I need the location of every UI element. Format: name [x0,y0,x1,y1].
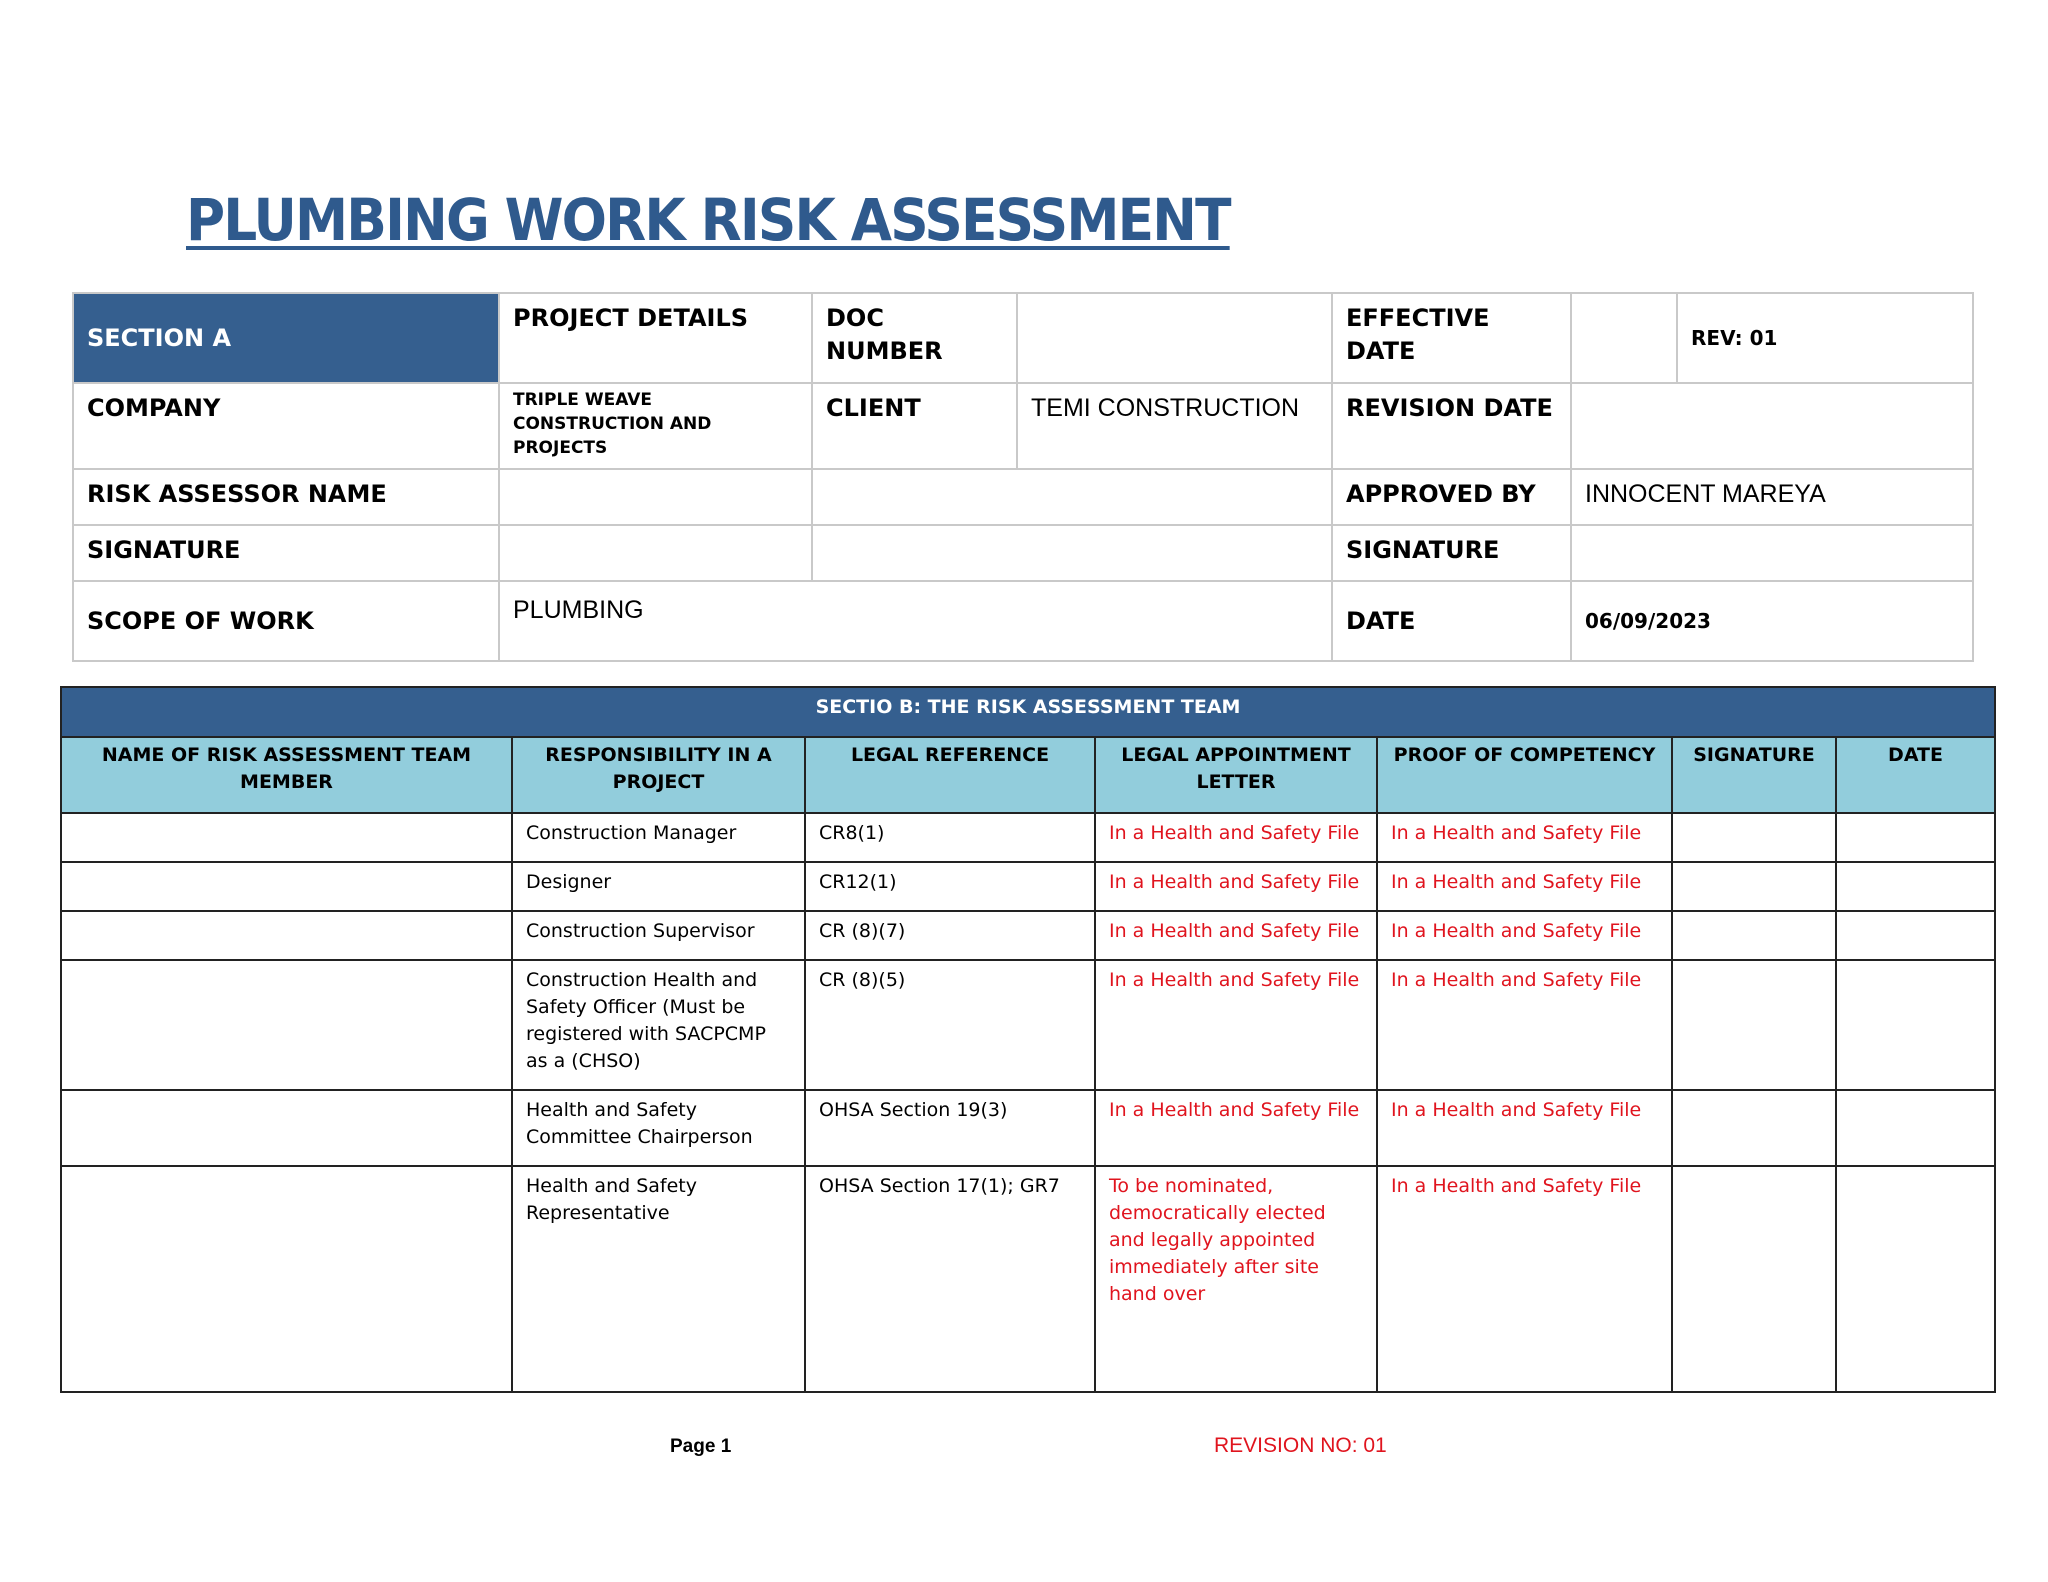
col-header-name: NAME OF RISK ASSESSMENT TEAM MEMBER [61,737,512,813]
member-date[interactable] [1836,960,1995,1090]
scope-value: PLUMBING [499,581,1332,661]
signature-extra[interactable] [812,525,1332,581]
col-header-legal-reference: LEGAL REFERENCE [805,737,1095,813]
responsibility: Designer [512,862,805,911]
col-header-appointment: LEGAL APPOINTMENT LETTER [1095,737,1377,813]
doc-number-label: DOC NUMBER [812,293,1017,383]
legal-reference: CR (8)(5) [805,960,1095,1090]
doc-number-value[interactable] [1017,293,1332,383]
section-b-title: SECTIO B: THE RISK ASSESSMENT TEAM [61,687,1995,737]
table-row [61,1090,1995,1166]
approver-signature-label: SIGNATURE [1332,525,1571,581]
client-label: CLIENT [812,383,1017,469]
table-row [61,960,1995,1090]
responsibility: Construction Health and Safety Officer (Must be registered with SACPCMP as a (CHSO) [512,960,805,1090]
risk-assessor-value[interactable] [499,469,812,525]
section-a-table [72,292,1974,662]
member-date[interactable] [1836,1166,1995,1392]
date-label: DATE [1332,581,1571,661]
member-name[interactable] [61,1166,512,1392]
scope-label: SCOPE OF WORK [73,581,499,661]
client-value: TEMI CONSTRUCTION [1017,383,1332,469]
proof-of-competency: In a Health and Safety File [1377,1166,1672,1392]
col-header-competency: PROOF OF COMPETENCY [1377,737,1672,813]
company-value: TRIPLE WEAVE CONSTRUCTION AND PROJECTS [499,383,812,469]
page-number: Page 1 [670,1436,732,1457]
member-name[interactable] [61,862,512,911]
member-name[interactable] [61,1090,512,1166]
appointment-letter: In a Health and Safety File [1095,911,1377,960]
effective-date-label: EFFECTIVE DATE [1332,293,1571,383]
revision-footer: REVISION NO: 01 [1214,1434,1387,1457]
member-name[interactable] [61,960,512,1090]
member-signature[interactable] [1672,1166,1836,1392]
approved-by-value: INNOCENT MAREYA [1571,469,1973,525]
member-date[interactable] [1836,813,1995,862]
member-signature[interactable] [1672,862,1836,911]
legal-reference: CR8(1) [805,813,1095,862]
responsibility: Health and Safety Committee Chairperson [512,1090,805,1166]
page-title: PLUMBING WORK RISK ASSESSMENT [186,186,1230,254]
risk-assessor-extra[interactable] [812,469,1332,525]
approved-by-label: APPROVED BY [1332,469,1571,525]
legal-reference: OHSA Section 19(3) [805,1090,1095,1166]
proof-of-competency: In a Health and Safety File [1377,960,1672,1090]
appointment-letter: In a Health and Safety File [1095,862,1377,911]
responsibility: Construction Manager [512,813,805,862]
risk-assessment-team-table [60,686,1996,1393]
table-row [61,1166,1995,1392]
signature-label: SIGNATURE [73,525,499,581]
appointment-letter: To be nominated, democratically elected and legally appointed immediately after site hand over [1095,1166,1377,1392]
member-name[interactable] [61,813,512,862]
col-header-signature: SIGNATURE [1672,737,1836,813]
appointment-letter: In a Health and Safety File [1095,813,1377,862]
member-signature[interactable] [1672,911,1836,960]
proof-of-competency: In a Health and Safety File [1377,862,1672,911]
appointment-letter: In a Health and Safety File [1095,960,1377,1090]
signature-field[interactable] [499,525,812,581]
legal-reference: CR (8)(7) [805,911,1095,960]
effective-date-value[interactable] [1571,293,1677,383]
revision-number: REV: 01 [1677,293,1973,383]
appointment-letter: In a Health and Safety File [1095,1090,1377,1166]
table-row [61,813,1995,862]
company-label: COMPANY [73,383,499,469]
risk-assessor-label: RISK ASSESSOR NAME [73,469,499,525]
member-signature[interactable] [1672,813,1836,862]
proof-of-competency: In a Health and Safety File [1377,911,1672,960]
table-row [61,862,1995,911]
member-date[interactable] [1836,911,1995,960]
revision-date-value[interactable] [1571,383,1973,469]
approver-signature-field[interactable] [1571,525,1973,581]
member-signature[interactable] [1672,1090,1836,1166]
member-date[interactable] [1836,862,1995,911]
revision-date-label: REVISION DATE [1332,383,1571,469]
member-name[interactable] [61,911,512,960]
proof-of-competency: In a Health and Safety File [1377,1090,1672,1166]
legal-reference: CR12(1) [805,862,1095,911]
table-row [61,911,1995,960]
member-signature[interactable] [1672,960,1836,1090]
col-header-responsibility: RESPONSIBILITY IN A PROJECT [512,737,805,813]
project-details-label: PROJECT DETAILS [499,293,812,383]
member-date[interactable] [1836,1090,1995,1166]
date-value: 06/09/2023 [1571,581,1973,661]
proof-of-competency: In a Health and Safety File [1377,813,1672,862]
responsibility: Health and Safety Representative [512,1166,805,1392]
section-a-header: SECTION A [73,293,499,383]
col-header-date: DATE [1836,737,1995,813]
responsibility: Construction Supervisor [512,911,805,960]
legal-reference: OHSA Section 17(1); GR7 [805,1166,1095,1392]
